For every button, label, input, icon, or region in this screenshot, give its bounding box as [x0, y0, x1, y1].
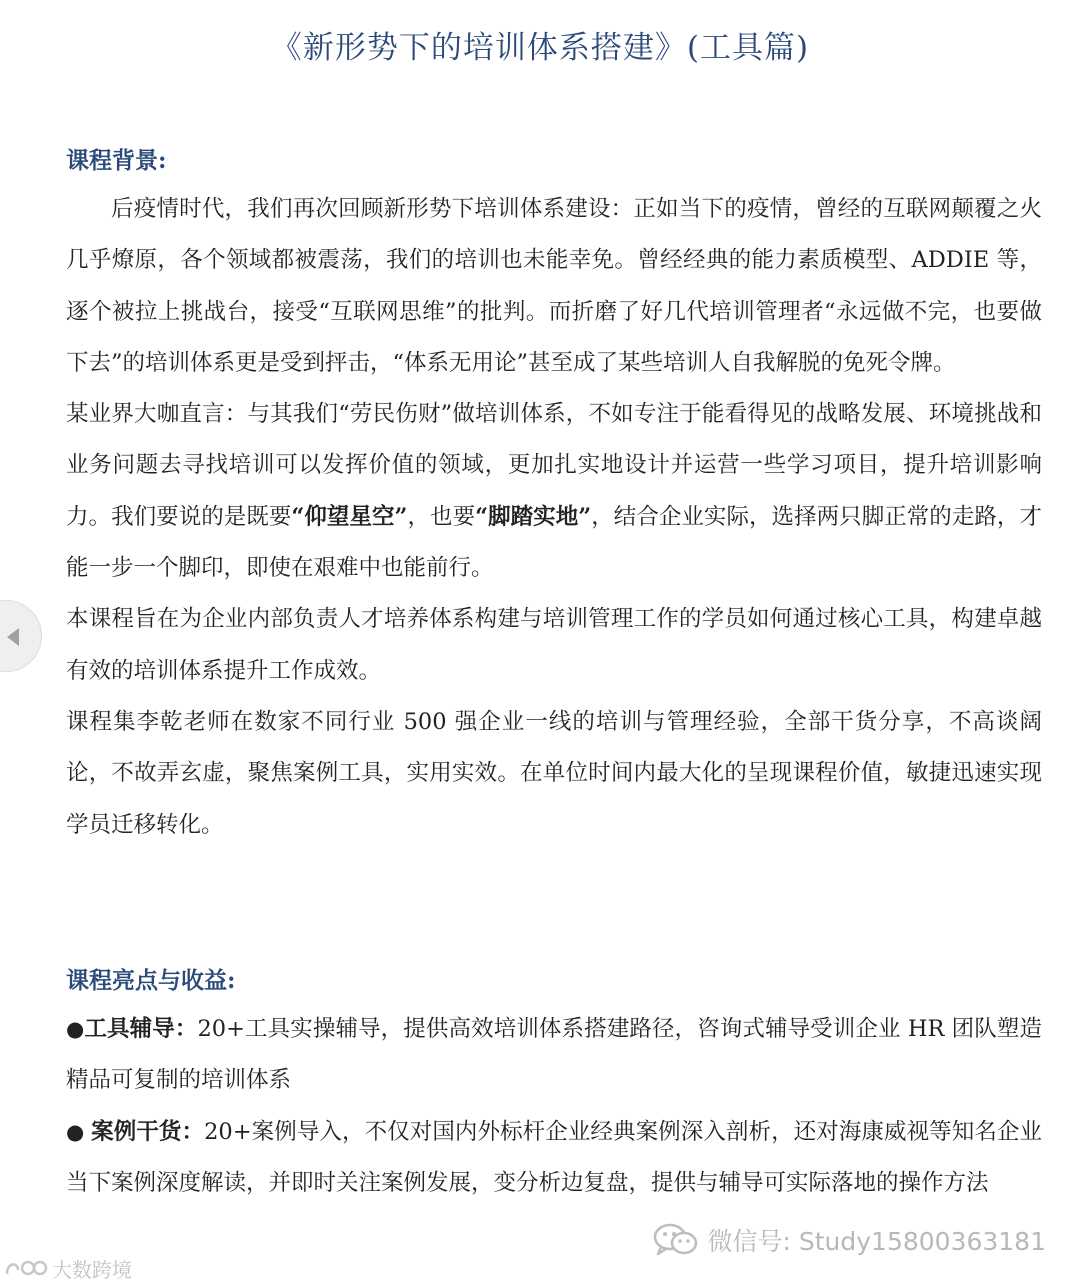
highlight-item	[66, 1107, 1042, 1210]
highlight-item	[66, 1004, 1042, 1107]
highlight-text: 20+案例导入，不仅对国内外标杆企业经典案例深入剖析，还对海康威视等知名企业当下案例深度解读，并即时关注案例发展，变分析边复盘，提供与辅导可实际落地的操作方法	[66, 1118, 1042, 1196]
background-paragraph-1: 后疫情时代，我们再次回顾新形势下培训体系建设：正如当下的疫情，曾经的互联网颠覆之火几乎燎原，各个领域都被震荡，我们的培训也未能幸免。曾经经典的能力素质模型、ADDIE 等，逐个被拉上挑战台，接受“互联网思维”的批判。而折磨了好几代培训管理者“永远做不完，也要做下去”的培训体系更是受到抨击，“体系无用论”甚至成了某些培训人自我解脱的免死令牌。	[66, 196, 1042, 376]
bullet-icon: ●	[66, 1119, 92, 1144]
highlights-section	[66, 1004, 1042, 1209]
document-title: 《新形势下的培训体系搭建》(工具篇)	[270, 30, 810, 66]
highlight-text: 20+工具实操辅导，提供高效培训体系搭建路径，咨询式辅导受训企业 HR 团队塑造精品可复制的培训体系	[66, 1016, 1042, 1094]
background-section	[66, 184, 1042, 851]
emphasis-look-up-stars: “仰望星空”	[291, 503, 408, 530]
previous-page-button[interactable]	[0, 600, 42, 672]
wechat-id-text: 微信号: Study15800363181	[707, 1227, 1046, 1256]
section-heading-background: 课程背景:	[66, 147, 167, 174]
left-arrow-icon	[7, 628, 19, 646]
background-paragraph-2	[66, 389, 1042, 594]
background-paragraph-4: 课程集李乾老师在数家不同行业 500 强企业一线的培训与管理经验，全部干货分享，不高谈阔论，不故弄玄虚，聚焦案例工具，实用实效。在单位时间内最大化的呈现课程价值，敏捷迅速实现学员迁移转化。	[66, 708, 1042, 838]
background-paragraph-3: 本课程旨在为企业内部负责人才培养体系构建与培训管理工作的学员如何通过核心工具，构建卓越有效的培训体系提升工作成效。	[66, 606, 1042, 684]
highlight-label: 工具辅导：	[84, 1016, 198, 1042]
wechat-watermark	[653, 1220, 1046, 1260]
section-heading-highlights: 课程亮点与收益:	[66, 967, 236, 994]
brand-logo-icon	[4, 1256, 48, 1280]
background-paragraph-2-text-c: ，也要	[407, 503, 476, 530]
highlight-label: 案例干货：	[91, 1118, 205, 1145]
emphasis-feet-on-ground: “脚踏实地”	[475, 503, 592, 530]
wechat-icon	[653, 1222, 699, 1258]
brand-text: 大数跨境	[52, 1257, 132, 1282]
bullet-icon: ●	[66, 1017, 85, 1041]
background-paragraph-2-text-a: 某业界大咖直言：与其我们“劳民伤财”做培训体系，不如专注于能看得见的战略发展、环境挑战和业务问题去寻找培训可以发挥价值的领域，更加扎实地设计并运营一些学习项目，提升培训影响力。我们要说的是既要	[66, 401, 1042, 530]
background-paragraph-2-text-e: ，结合企业实际，选择两只脚正常的走路，才能一步一个脚印，即使在艰难中也能前行。	[66, 503, 1042, 582]
brand-watermark	[4, 1254, 132, 1282]
